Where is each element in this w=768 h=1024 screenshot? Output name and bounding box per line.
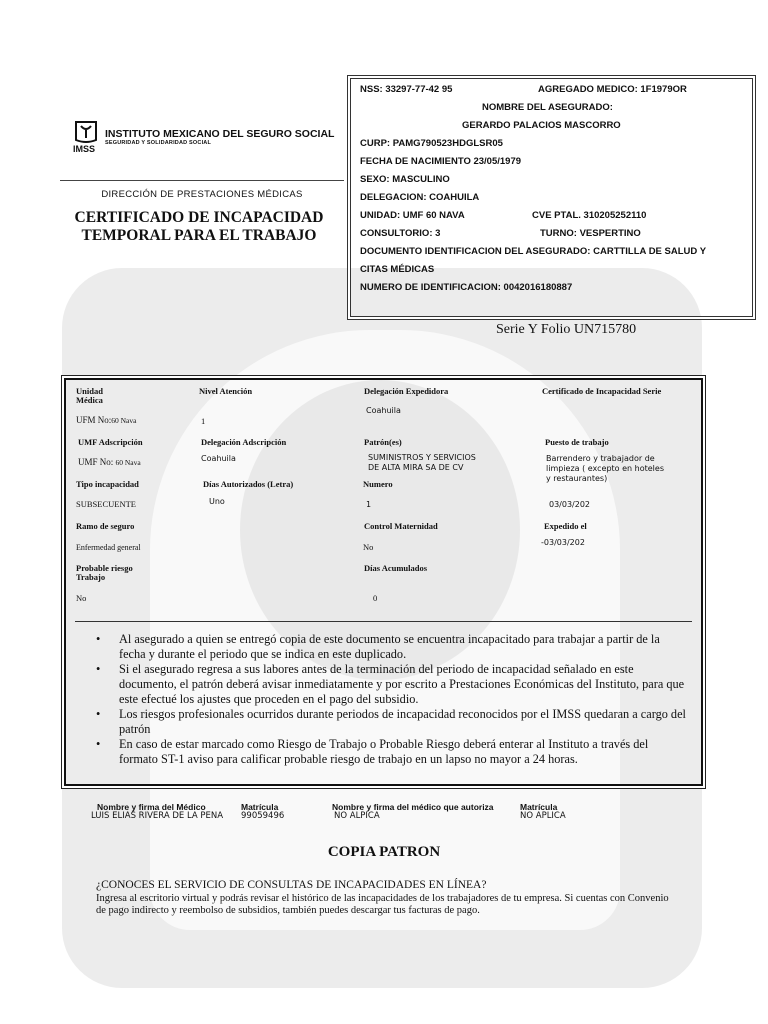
form-divider — [75, 621, 692, 622]
dias-autorizados-label: Días Autorizados (Letra) — [203, 479, 294, 489]
notice-item: • En caso de estar marcado como Riesgo de Trabajo o Probable Riesgo deberá enterar al Instituto a través del formato ST-1 aviso para calificar probable riesgo de trabajo en un lapso no mayor a 24 horas. — [96, 737, 649, 766]
nss: NSS: 33297-77-42 95 — [360, 84, 453, 95]
sex: SEXO: MASCULINO — [360, 174, 450, 185]
control-maternidad-value: No — [363, 542, 374, 552]
numero-label: Numero — [363, 479, 393, 489]
patron-value: SUMINISTROS Y SERVICIOS DE ALTA MIRA SA DE CV — [368, 453, 476, 472]
authorizer-label: Nombre y firma del médico que autoriza — [332, 802, 494, 812]
online-service-description: Ingresa al escritorio virtual y podrás revisar el histórico de las incapacidades de los trabajadores de tu empresa. Si cuentas con Convenio de pago indirecto y reembolso de subsidios, también puedes descargar tus facturas de pago. — [96, 893, 669, 916]
delegacion-expedidora-value: Coahuila — [366, 406, 401, 415]
dias-acumulados-value: 0 — [373, 593, 378, 603]
matricula2-value: NO APLICA — [520, 811, 566, 821]
tipo-incapacidad-value: SUBSECUENTE — [76, 499, 136, 509]
umf-adscripcion-label: UMF Adscripción — [78, 437, 143, 447]
patron-label: Patrón(es) — [364, 437, 402, 447]
tipo-incapacidad-label: Tipo incapacidad — [76, 479, 139, 489]
curp: CURP: PAMG790523HDGLSR05 — [360, 138, 503, 149]
insured-name-label: NOMBRE DEL ASEGURADO: — [482, 102, 613, 113]
notice-list — [96, 632, 686, 767]
delegacion-expedidora-label: Delegación Expedidora — [364, 386, 449, 396]
birth-date: FECHA DE NACIMIENTO 23/05/1979 — [360, 156, 522, 167]
serie-folio: Serie Y Folio UN715780 — [496, 322, 637, 337]
dias-autorizados-value: Uno — [209, 497, 225, 506]
institution-name: INSTITUTO MEXICANO DEL SEGURO SOCIAL — [105, 128, 335, 140]
authorizer-value: NO ALPICA — [334, 811, 380, 821]
cve-ptal: CVE PTAL. 310205252110 — [532, 210, 647, 221]
notice-item: • Si el asegurado regresa a sus labores antes de la terminación del periodo de incapacidad señalado en este documento, el patrón deberá avisar inmediatamente y por escrito a Prestaciones Económicas del Instituto, para que este efectué los ajustes que proceden en el pago del subsidio. — [96, 662, 685, 706]
dias-acumulados-label: Días Acumulados — [364, 563, 428, 573]
agregado-medico: AGREGADO MEDICO: 1F1979OR — [538, 84, 687, 95]
turno: TURNO: VESPERTINO — [540, 228, 641, 239]
matricula-value: 99059496 — [241, 811, 285, 821]
id-document-line2: CITAS MÉDICAS — [360, 264, 435, 275]
probable-riesgo-value: No — [76, 593, 87, 603]
matricula-label: Matrícula — [241, 802, 279, 812]
delegacion-adscripcion-label: Delegación Adscripción — [201, 437, 287, 447]
puesto-trabajo-label: Puesto de trabajo — [545, 437, 609, 447]
unidad-medica-label: Unidad Médica — [76, 386, 103, 405]
umf-adscripcion-value: UMF No: 60 Nava — [78, 457, 141, 467]
delegation: DELEGACION: COAHUILA — [360, 192, 480, 203]
svg-text:IMSS: IMSS — [73, 144, 96, 154]
notice-item: • Al asegurado a quien se entregó copia de este documento se encuentra incapacitado para trabajar a partir de la fecha y durante el periodo que se indica en este duplicado. — [96, 632, 660, 661]
institution-subtitle: SEGURIDAD Y SOLIDARIDAD SOCIAL — [105, 140, 212, 146]
ramo-seguro-value: Enfermedad general — [76, 543, 141, 552]
doctor-name: LUIS ELIAS RIVERA DE LA PENA — [91, 811, 224, 821]
expedido-label: Expedido el — [544, 521, 587, 531]
insured-info-box — [347, 75, 756, 320]
nivel-atencion-label: Nivel Atención — [199, 386, 253, 396]
ufm-number: UFM No:60 Nava — [76, 415, 137, 425]
certificate-title: CERTIFICADO DE INCAPACIDAD TEMPORAL PARA EL TRABAJO — [74, 209, 324, 244]
imss-logo-icon — [72, 120, 100, 154]
numero-value: 1 — [366, 500, 372, 509]
expedido-value: -03/03/202 — [541, 538, 585, 547]
certificate-date: 03/03/202 — [549, 500, 591, 509]
ramo-seguro-label: Ramo de seguro — [76, 521, 135, 531]
probable-riesgo-label: Probable riesgo Trabajo — [76, 563, 133, 582]
puesto-trabajo-value: Barrendero y trabajador de limpieza ( excepto en hoteles y restaurantes) — [546, 454, 664, 483]
online-service-question: ¿CONOCES EL SERVICIO DE CONSULTAS DE INCAPACIDADES EN LÍNEA? — [96, 879, 487, 891]
header-divider — [60, 180, 344, 181]
matricula2-label: Matrícula — [520, 802, 558, 812]
unit: UNIDAD: UMF 60 NAVA — [360, 210, 465, 221]
control-maternidad-label: Control Maternidad — [364, 521, 438, 531]
id-document-line1: DOCUMENTO IDENTIFICACION DEL ASEGURADO: CARTTILLA DE SALUD Y — [360, 246, 707, 257]
id-number: NUMERO DE IDENTIFICACION: 0042016180887 — [360, 282, 573, 293]
copy-type-title: COPIA PATRON — [327, 844, 441, 860]
insured-name: GERARDO PALACIOS MASCORRO — [462, 120, 621, 131]
doctor-signature-label: Nombre y firma del Médico — [97, 802, 206, 812]
consultorio: CONSULTORIO: 3 — [360, 228, 441, 239]
direction-label: DIRECCIÓN DE PRESTACIONES MÉDICAS — [101, 189, 303, 200]
nivel-atencion-value: 1 — [201, 416, 206, 426]
certificado-serie-label: Certificado de Incapacidad Serie — [542, 386, 662, 396]
notice-item: • Los riesgos profesionales ocurridos durante periodos de incapacidad reconocidos por el IMSS quedaran a cargo del patrón — [96, 707, 686, 736]
delegacion-adscripcion-value: Coahuila — [201, 454, 236, 463]
